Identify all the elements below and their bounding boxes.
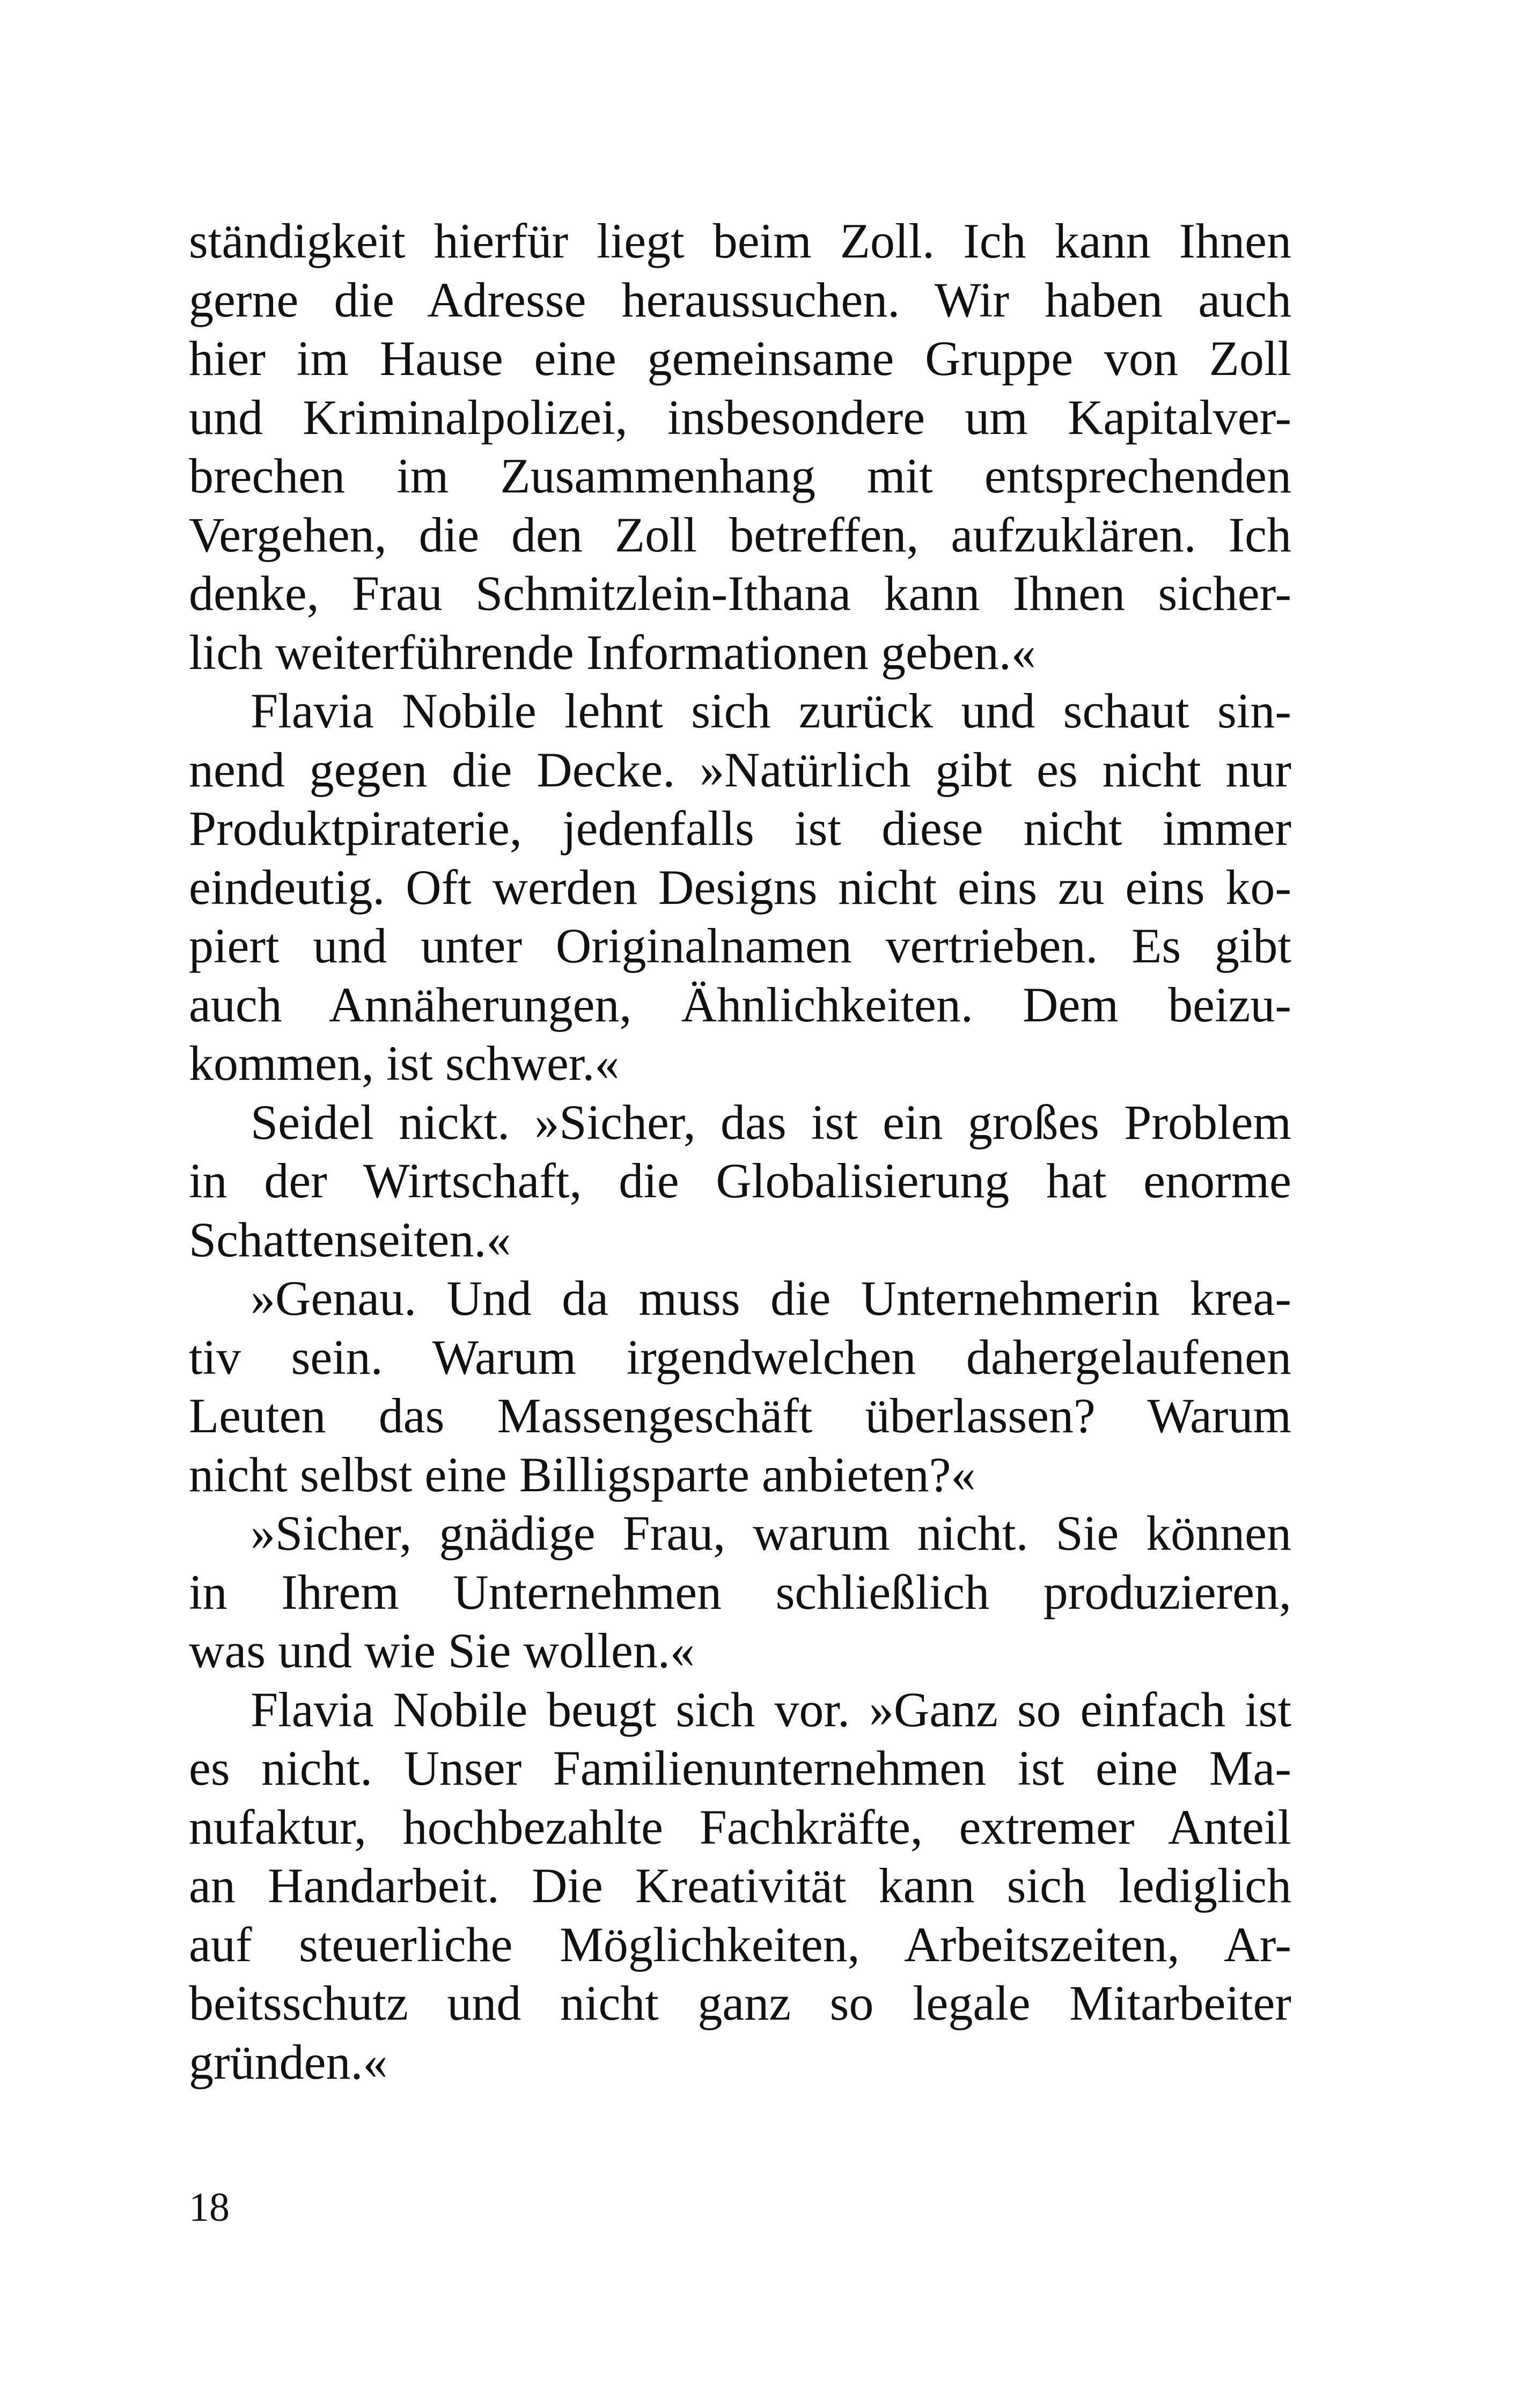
text-line: tiv sein. Warum irgendwelchen dahergelaufenen	[189, 1329, 1291, 1385]
text-line: nicht selbst eine Billigsparte anbieten?«	[189, 1447, 976, 1502]
text-line: an Handarbeit. Die Kreativität kann sich lediglich	[189, 1858, 1291, 1913]
text-line: nend gegen die Decke. »Natürlich gibt es nicht nur	[189, 742, 1291, 797]
text-line: Seidel nickt. »Sicher, das ist ein großes Problem	[251, 1094, 1291, 1150]
text-line: Schattenseiten.«	[189, 1212, 511, 1267]
text-line: Produktpiraterie, jedenfalls ist diese nicht immer	[189, 801, 1291, 856]
text-line: beitsschutz und nicht ganz so legale Mitarbeiter	[189, 1976, 1291, 2030]
text-line: »Sicher, gnädige Frau, warum nicht. Sie können	[251, 1506, 1291, 1560]
text-line: denke, Frau Schmitzlein-Ithana kann Ihnen sicher-	[189, 566, 1291, 621]
text-line: Vergehen, die den Zoll betreffen, aufzuklären. Ich	[189, 507, 1291, 562]
text-line: kommen, ist schwer.«	[189, 1036, 620, 1091]
text-line: gründen.«	[189, 2034, 388, 2089]
text-line: gerne die Adresse heraussuchen. Wir haben auch	[189, 272, 1291, 327]
text-line: Flavia Nobile lehnt sich zurück und schaut sin-	[251, 683, 1291, 738]
text-line: brechen im Zusammenhang mit entsprechenden	[189, 448, 1291, 503]
text-line: lich weiterführende Informationen geben.«	[189, 624, 1036, 680]
text-line: eindeutig. Oft werden Designs nicht eins zu eins ko-	[189, 859, 1291, 915]
text-line: ständigkeit hierfür liegt beim Zoll. Ich kann Ihnen	[189, 213, 1291, 268]
text-line: Flavia Nobile beugt sich vor. »Ganz so einfach ist	[251, 1682, 1291, 1737]
text-line: »Genau. Und da muss die Unternehmerin krea-	[251, 1271, 1291, 1325]
body-text	[189, 212, 1291, 2092]
text-line: auch Annäherungen, Ähnlichkeiten. Dem beizu-	[189, 977, 1291, 1032]
text-line: was und wie Sie wollen.«	[189, 1623, 695, 1678]
text-line: piert und unter Originalnamen vertrieben. Es gibt	[189, 918, 1291, 973]
text-line: es nicht. Unser Familienunternehmen ist eine Ma-	[189, 1741, 1291, 1795]
page-number: 18	[189, 2185, 230, 2230]
text-line: auf steuerliche Möglichkeiten, Arbeitszeiten, Ar-	[189, 1917, 1291, 1972]
text-line: nufaktur, hochbezahlte Fachkräfte, extremer Anteil	[189, 1799, 1291, 1854]
text-line: und Kriminalpolizei, insbesondere um Kapitalver-	[189, 389, 1291, 445]
text-line: Leuten das Massengeschäft überlassen? Warum	[189, 1388, 1291, 1443]
text-line: in der Wirtschaft, die Globalisierung hat enorme	[189, 1153, 1291, 1208]
text-line: in Ihrem Unternehmen schließlich produzieren,	[189, 1564, 1291, 1619]
text-line: hier im Hause eine gemeinsame Gruppe von Zoll	[189, 331, 1291, 386]
